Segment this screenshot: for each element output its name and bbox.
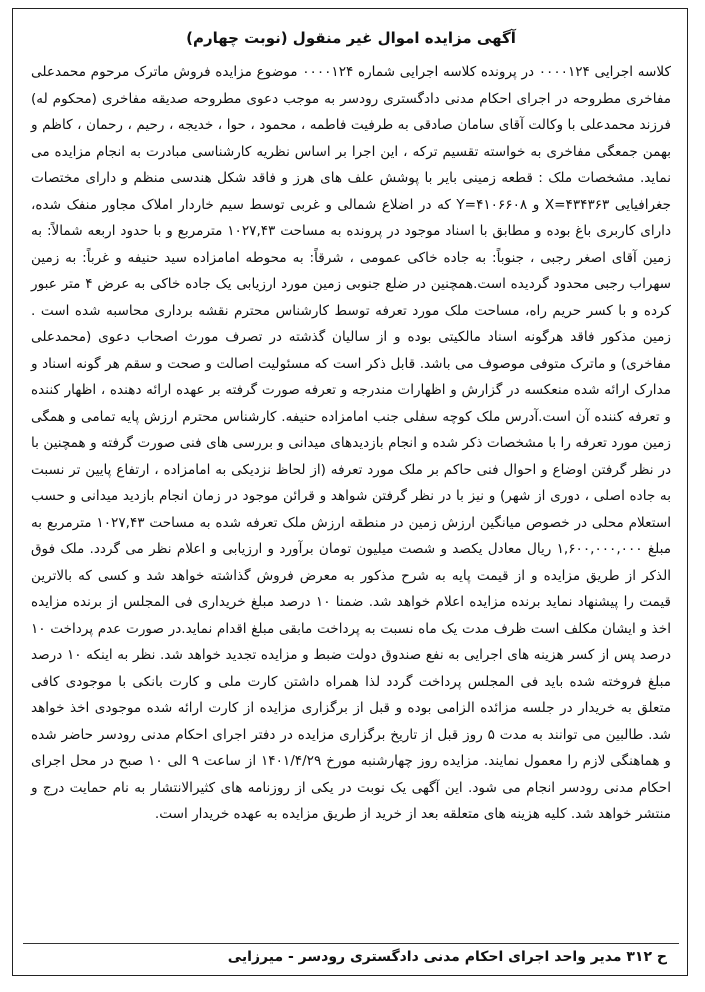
notice-frame	[12, 8, 688, 976]
notice-title: آگهی مزایده اموال غیر منقول (نوبت چهارم)	[186, 29, 516, 47]
footer-divider	[23, 943, 679, 944]
notice-body: کلاسه اجرایی ۰۰۰۰۱۲۴ در پرونده کلاسه اجرایی شماره ۰۰۰۰۱۲۴ موضوع مزایده فروش ماترک مرحوم محمدعلی مفاخری مطروحه در اجرای احکام مدنی دادگستری رودسر به موجب دعوی مطروحه صدیقه مفاخری (محکوم له) فرزند محمدعلی با وکالت آقای سامان صادقی به طرفیت فاطمه ، محمود ، حوا ، خدیجه ، رحیم ، رحمان ، کاظم و بهمن جمعگی مفاخری به خواسته تقسیم ترکه ، این اجرا بر اساس نظریه کارشناسی مبادرت به انجام مزایده می نماید. مشخصات ملک : قطعه زمینی بایر با پوشش علف های هرز و فاقد شکل هندسی منظم و دارای مختصات جغرافیایی X=۴۳۴۳۶۳ و Y=۴۱۰۶۶۰۸ که در اضلاع شمالی و غربی توسط سیم خاردار املاک مجاور منفک شده، دارای کاربری باغ بوده و مطابق با اسناد موجود در پرونده به مساحت ۱۰۲۷,۴۳ مترمربع و با حدود اربعه شمالاً: به زمین آقای اصغر رجبی ، جنوباً: به جاده خاکی عمومی ، شرقاً: به محوطه امامزاده سید حنیفه و غرباً: به زمین سهراب رجبی محدود گردیده است.همچنین در ضلع جنوبی زمین مورد ارزیابی یک جاده خاکی به عرض ۴ متر عبور کرده و با کسر حریم راه، مساحت ملک مورد تعرفه توسط کارشناس محترم نقشه برداری محاسبه شده است . زمین مذکور فاقد هرگونه اسناد مالکیتی بوده و از سالیان گذشته در تصرف مورث اصحاب دعوی (محمدعلی مفاخری) و ماترک متوفی موصوف می باشد. قابل ذکر است که مسئولیت اصالت و صحت و سقم هر گونه اسناد و مدارک ارائه شده منعکسه در گزارش و اظهارات مندرجه و تعرفه صورت گرفته بر عهده ارائه دهنده ، اظهار کننده و تعرفه کننده آن است.آدرس ملک کوچه سفلی جنب امامزاده حنیفه. کارشناس محترم ارزش پایه تمامی و همگی زمین مورد تعرفه را با مشخصات ذکر شده و انجام بازدیدهای میدانی و بررسی های فنی صورت گرفته و همچنین با در نظر گرفتن اوضاع و احوال فنی حاکم بر ملک مورد تعرفه (از لحاظ نزدیکی به امامزاده ، ارتفاع پایین تر نسبت به جاده اصلی ، دوری از شهر) و نیز با در نظر گرفتن شواهد و قرائن موجود در زمان انجام بازدید میدانی و حسب استعلام محلی در خصوص میانگین ارزش زمین در منطقه ارزش ملک تعرفه شده به مساحت ۱۰۲۷,۴۳ مترمربع به مبلغ ۱,۶۰۰,۰۰۰,۰۰۰ ریال معادل یکصد و شصت میلیون تومان برآورد و ارزیابی و اعلام نظر می گردد. ملک فوق الذکر از طریق مزایده و از قیمت پایه به شرح مذکور به معرض فروش گذاشته خواهد شد و کسی که بالاترین قیمت را پیشنهاد نماید برنده مزایده اعلام خواهد شد. ضمنا ۱۰ درصد مبلغ خریداری فی المجلس از برنده مزایده اخذ و ایشان مکلف است ظرف مدت یک ماه نسبت به پرداخت مابقی مبلغ اقدام نماید.در صورت عدم پرداخت ۱۰ درصد پس از کسر هزینه های اجرایی به نفع صندوق دولت ضبط و مزایده تجدید خواهد شد. نظر به اینکه ۱۰ درصد مبلغ فروخته شده باید فی المجلس پرداخت گردد لذا همراه داشتن کارت ملی و کارت بانکی با موجودی کافی متعلق به خریدار در جلسه مزائده الزامی بوده و قبل از برگزاری مزایده از کارت ارائه شده موجودی اخذ خواهد شد. طالبین می توانند به مدت ۵ روز قبل از تاریخ برگزاری مزایده در دفتر اجرای احکام مدنی رودسر حاضر شده و هماهنگی لازم را معمول نمایند. مزایده روز چهارشنبه مورخ ۱۴۰۱/۴/۲۹ از ساعت ۹ الی ۱۰ صبح در محل اجرای احکام مدنی رودسر انجام می شود. این آگهی یک نوبت در یکی از روزنامه های کثیرالانتشار به نام حمایت درج و منتشر خواهد شد. کلیه هزینه های متعلقه بعد از خرید از طریق مزایده به عهده خریدار است.	[31, 64, 672, 822]
notice-signature: ح ۳۱۲ مدیر واحد اجرای احکام مدنی دادگستری رودسر - میرزایی	[227, 949, 667, 965]
